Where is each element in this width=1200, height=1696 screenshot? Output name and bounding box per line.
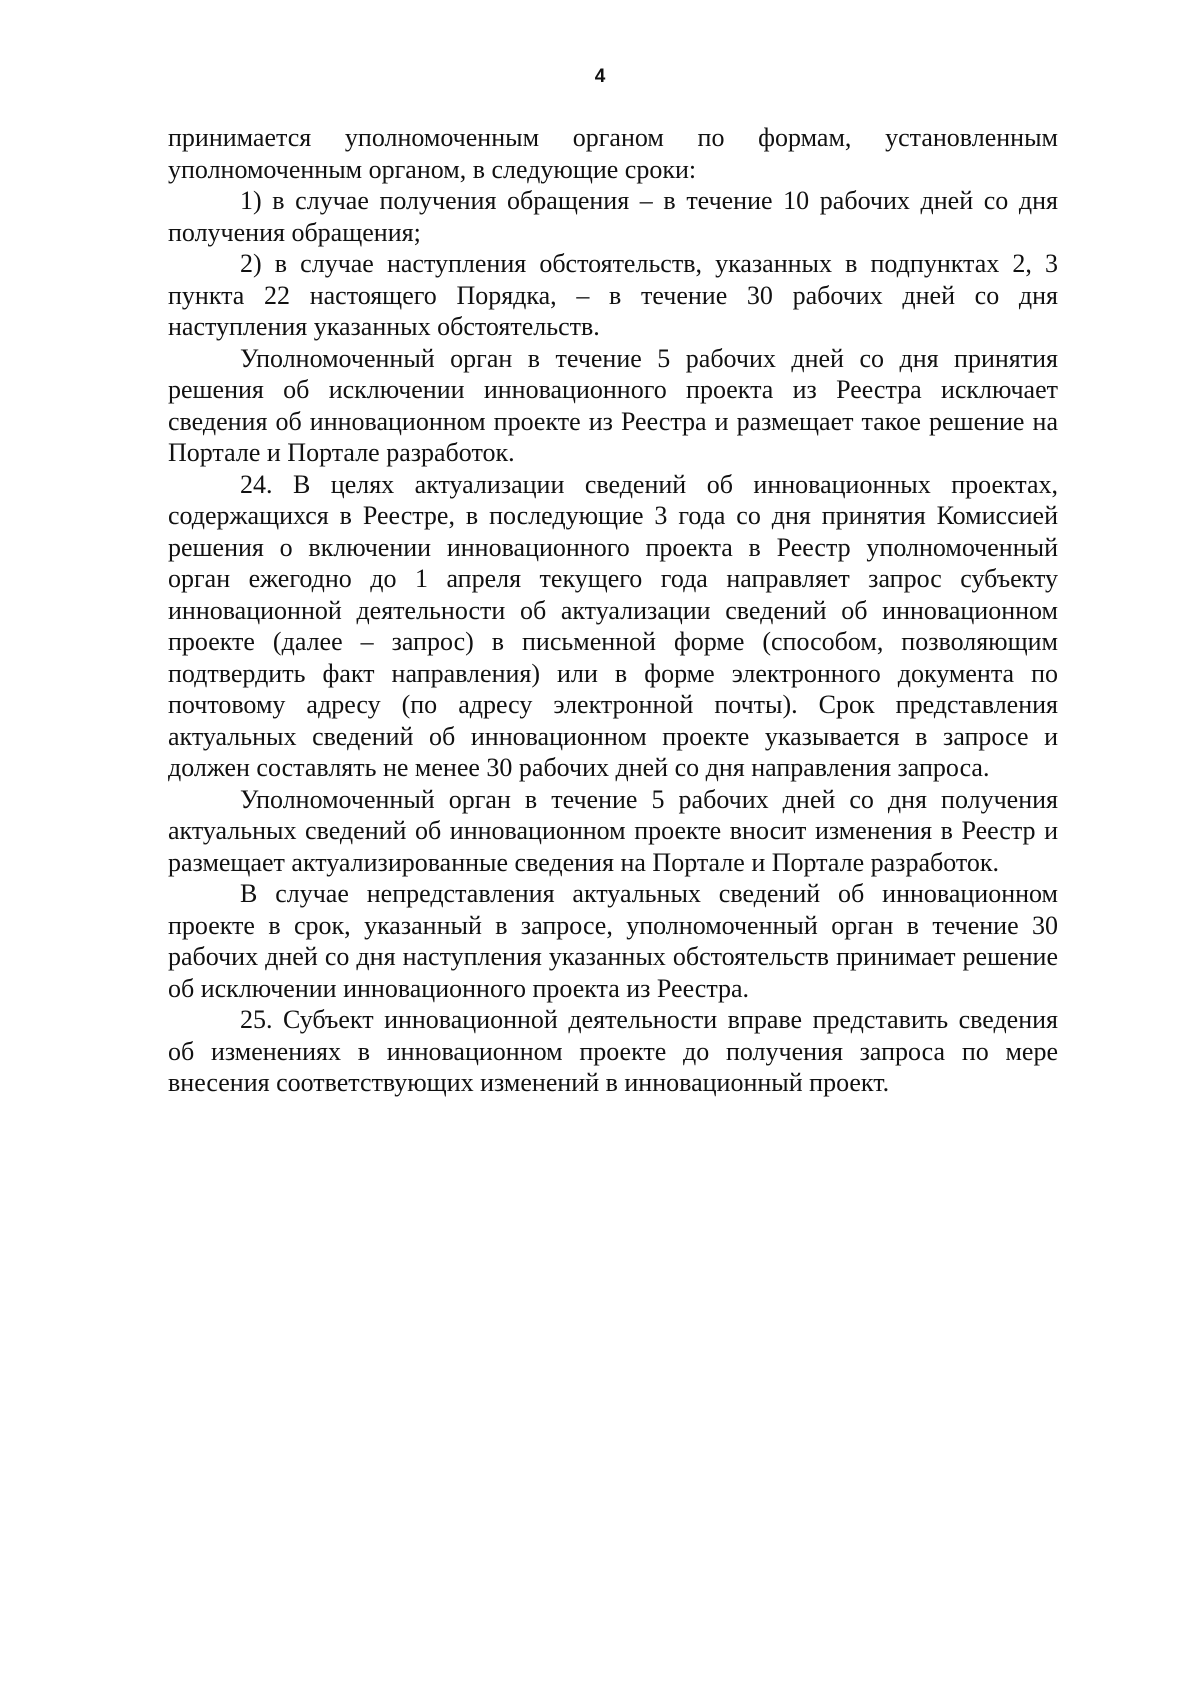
paragraph-exclusion: Уполномоченный орган в течение 5 рабочих дней со дня принятия решения об исключении инновационного проекта из Реестра исключает сведения об инновационном проекте из Реестра и размещает такое решение на Портале и Портале разработок. xyxy=(168,343,1058,467)
paragraph-item-2: 2) в случае наступления обстоятельств, указанных в подпунктах 2, 3 пункта 22 настоящего Порядка, – в течение 30 рабочих дней со дня наступления указанных обстоятельств. xyxy=(168,249,1058,341)
paragraph-item-1: 1) в случае получения обращения – в течение 10 рабочих дней со дня получения обращения; xyxy=(168,186,1058,247)
paragraph-non-submission: В случае непредставления актуальных сведений об инновационном проекте в срок, указанный в запросе, уполномоченный орган в течение 30 рабочих дней со дня наступления указанных обстоятельств принимает решение об исключении инновационного проекта из Реестра. xyxy=(168,879,1058,1003)
paragraph-update-registry: Уполномоченный орган в течение 5 рабочих дней со дня получения актуальных сведений об инновационном проекте вносит изменения в Реестр и размещает актуализированные сведения на Портале и Портале разработок. xyxy=(168,784,1058,877)
paragraph-clause-25: 25. Субъект инновационной деятельности вправе представить сведения об изменениях в инновационном проекте до получения запроса по мере внесения соответствующих изменений в инновационный проект. xyxy=(168,1005,1058,1097)
paragraph-continuation: принимается уполномоченным органом по формам, установленным уполномоченным органом, в следующие сроки: xyxy=(168,123,1058,184)
paragraph-clause-24: 24. В целях актуализации сведений об инновационных проектах, содержащихся в Реестре, в последующие 3 года со дня принятия Комиссией решения о включении инновационного проекта в Реестр уполномоченный орган ежегодно до 1 апреля текущего года направляет запрос субъекту инновационной деятельности об актуализации сведений об инновационном проекте (далее – запрос) в письменной форме (способом, позволяющим подтвердить факт направления) или в форме электронного документа по почтовому адресу (по адресу электронной почты). Срок представления актуальных сведений об инновационном проекте указывается в запросе и должен составлять не менее 30 рабочих дней со дня направления запроса. xyxy=(168,469,1058,782)
page-number: 4 xyxy=(594,66,606,87)
document-body xyxy=(168,122,1058,1099)
